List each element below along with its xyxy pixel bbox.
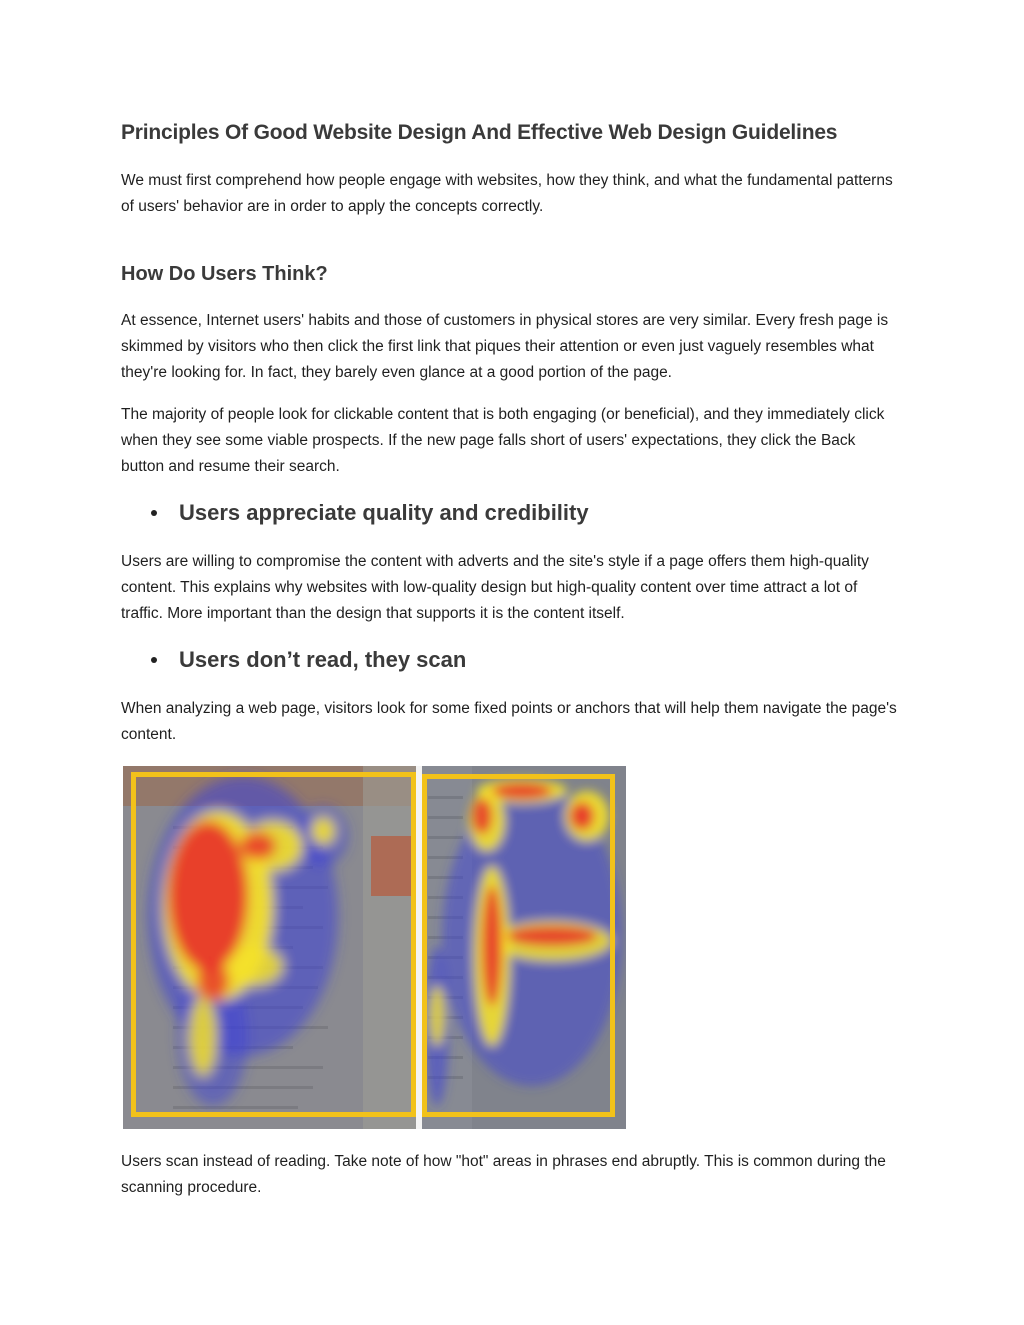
- heatmap-frame-right: [422, 774, 615, 1117]
- paragraph-anchors: When analyzing a web page, visitors look for some fixed points or anchors that will help them navigate the page's content.: [121, 700, 897, 743]
- bullet-scan: [151, 647, 466, 673]
- paragraph-users-habits: At essence, Internet users' habits and those of customers in physical stores are very similar. Every fresh page is skimmed by visitors who then click the first link that piques their attention or even just vaguely resembles what they're looking for. In fact, they barely even glance at a good portion of the page.: [121, 312, 889, 381]
- bullet-quality: [151, 500, 589, 526]
- bullet-heading: Users appreciate quality and credibility: [179, 500, 589, 525]
- paragraph-quality: Users are willing to compromise the content with adverts and the site's style if a page offers them high-quality content. This explains why websites with low-quality design but high-quality content over time attract a lot of traffic. More important than the design that supports it is the content itself.: [121, 553, 869, 622]
- section-heading: How Do Users Think?: [121, 263, 328, 285]
- bullet-dot-icon: [151, 510, 157, 516]
- heatmap-frame-left: [131, 772, 416, 1117]
- heatmap-caption: Users scan instead of reading. Take note of how "hot" areas in phrases end abruptly. This is common during the scanning procedure.: [121, 1153, 886, 1196]
- page-title: Principles Of Good Website Design And Effective Web Design Guidelines: [121, 121, 838, 144]
- paragraph-clickable-content: The majority of people look for clickable content that is both engaging (or beneficial), and they immediately click when they see some viable prospects. If the new page falls short of users' expectations, they click the Back button and resume their search.: [121, 406, 885, 475]
- bullet-dot-icon: [151, 657, 157, 663]
- bullet-heading: Users don’t read, they scan: [179, 647, 467, 672]
- intro-paragraph: We must first comprehend how people engage with websites, how they think, and what the fundamental patterns of users' behavior are in order to apply the concepts correctly.: [121, 172, 893, 215]
- eye-tracking-heatmap-image: [123, 766, 626, 1129]
